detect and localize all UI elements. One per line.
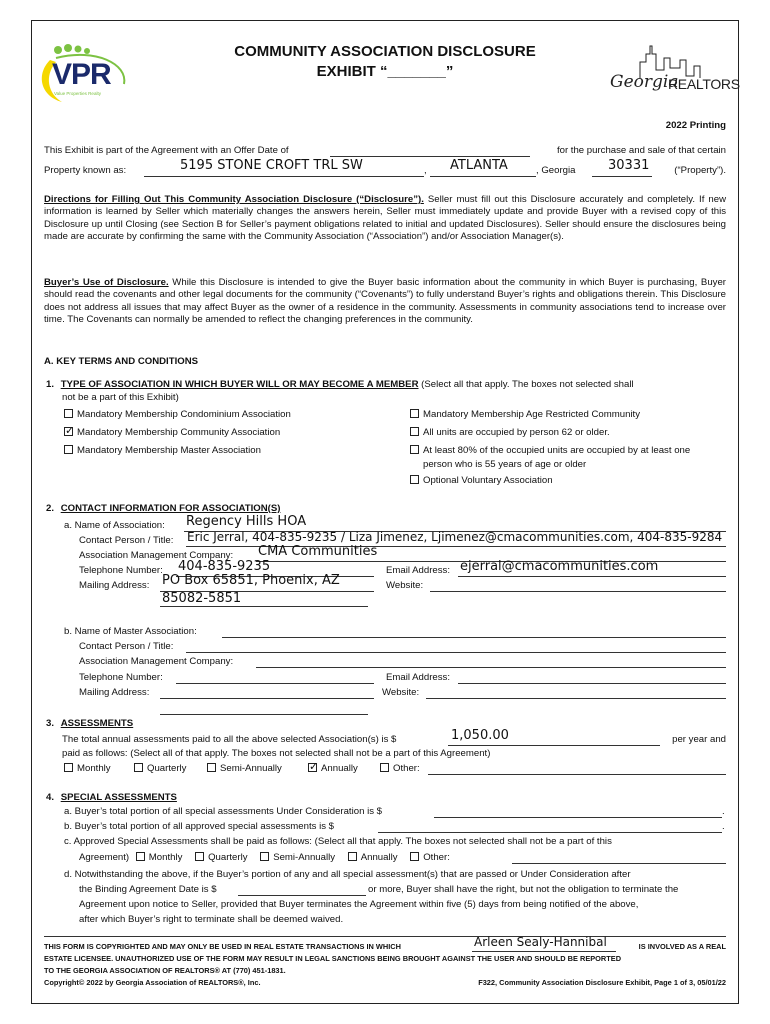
special-b-period: . bbox=[722, 821, 725, 832]
footer-form-id: F322, Community Association Disclosure Exhibit, Page 1 of 3, 05/01/22 bbox=[478, 978, 726, 987]
buyers-use-body: While this Disclosure is intended to give the Buyer basic information about the community in which Buyer is purchasing, Buyer should read the covenants and other legal documents for the community (“Covenants”) to fully understand Buyer’s rights and obligations therein. This Disclosure does not address all issues that may affect Buyer as the owner of a residence in the community. Assessments in community associations tend to increase over time. The Covenants can normally be amended to reflect the changing preferences in the community. bbox=[44, 277, 726, 326]
email-value: ejerral@cmacommunities.com bbox=[460, 559, 659, 574]
item1-heading: TYPE OF ASSOCIATION IN WHICH BUYER WILL OR MAY BECOME A MEMBER bbox=[60, 379, 419, 390]
checkbox[interactable] bbox=[64, 409, 73, 418]
master-phone-label: Telephone Number: bbox=[79, 672, 163, 683]
street-value: 5195 STONE CROFT TRL SW bbox=[180, 158, 363, 173]
master-assoc-label: b. Name of Master Association: bbox=[64, 626, 197, 637]
city-field[interactable] bbox=[430, 176, 536, 177]
assoc-option-voluntary[interactable]: Optional Voluntary Association bbox=[410, 475, 553, 486]
city-value: ATLANTA bbox=[450, 158, 508, 173]
assessment-amount: 1,050.00 bbox=[451, 728, 509, 743]
georgia-realtors-logo bbox=[610, 40, 740, 102]
special-a-period: . bbox=[722, 806, 725, 817]
assess-other-field[interactable] bbox=[428, 774, 726, 775]
checkbox[interactable] bbox=[260, 852, 269, 861]
master-contact-label: Contact Person / Title: bbox=[79, 641, 174, 652]
assoc-name-label: a. Name of Association: bbox=[64, 520, 165, 531]
master-contact-field[interactable] bbox=[186, 652, 726, 653]
mail-label: Mailing Address: bbox=[79, 580, 150, 591]
logo-realtors: REALTORS bbox=[668, 76, 740, 92]
item1-line bbox=[46, 379, 634, 390]
master-mgmt-label: Association Management Company: bbox=[79, 656, 234, 667]
directions-heading: Directions for Filling Out This Community Association Disclosure (“Disclosure”). bbox=[44, 194, 424, 205]
assoc-option-80pct[interactable]: At least 80% of the occupied units are occupied by at least one bbox=[410, 445, 690, 456]
checkbox-checked[interactable] bbox=[308, 763, 317, 772]
buyers-use-paragraph bbox=[44, 277, 726, 327]
mgmt-value: CMA Communities bbox=[258, 544, 378, 559]
master-mail-label: Mailing Address: bbox=[79, 687, 150, 698]
assess-option-semiannual[interactable]: Semi-Annually bbox=[207, 763, 282, 774]
assess-option-annually[interactable]: ✓ Annually bbox=[308, 763, 358, 774]
special-d2-a: the Binding Agreement Date is $ bbox=[79, 884, 217, 895]
checkbox[interactable] bbox=[348, 852, 357, 861]
checkbox[interactable] bbox=[195, 852, 204, 861]
assoc-name-value: Regency Hills HOA bbox=[186, 514, 307, 529]
master-website-field[interactable] bbox=[426, 698, 726, 699]
footer-line1-tail: IS INVOLVED AS A REAL bbox=[638, 942, 726, 951]
item4-num: 4. bbox=[46, 792, 55, 803]
assoc-option-master[interactable]: Mandatory Membership Master Association bbox=[64, 445, 261, 456]
footer-copyright: Copyright© 2022 by Georgia Association of REALTORS®, Inc. bbox=[44, 978, 261, 987]
assoc-option-age-restricted[interactable]: Mandatory Membership Age Restricted Community bbox=[410, 409, 640, 420]
mail-value-line2: 85082-5851 bbox=[162, 591, 242, 606]
checkbox[interactable] bbox=[207, 763, 216, 772]
master-mgmt-field[interactable] bbox=[256, 667, 726, 668]
item3-num: 3. bbox=[46, 718, 55, 729]
special-a: a. Buyer’s total portion of all special assessments Under Consideration is $ bbox=[64, 806, 382, 817]
phone-value: 404-835-9235 bbox=[178, 559, 271, 574]
item4-heading: SPECIAL ASSESSMENTS bbox=[60, 792, 177, 803]
special-d4: after which Buyer’s right to terminate shall be deemed waived. bbox=[79, 914, 344, 925]
email-field[interactable] bbox=[458, 576, 726, 577]
special-d3: Agreement upon notice to Seller, provided that Buyer terminates the Agreement within five (5) days from being notified of the above, bbox=[79, 899, 639, 910]
property-known-as-label: Property known as: bbox=[44, 165, 127, 176]
printing-year: 2022 Printing bbox=[665, 120, 726, 131]
master-website-label: Website: bbox=[382, 687, 420, 698]
special-d1: d. Notwithstanding the above, if the Buyer’s portion of any and all special assessment(s) that are passed or Under Consideration after bbox=[64, 869, 631, 880]
assoc-option-80pct-cont: person who is 55 years of age or older bbox=[423, 459, 587, 470]
zip-field[interactable] bbox=[592, 176, 652, 177]
checkbox[interactable] bbox=[410, 427, 419, 436]
checkbox[interactable] bbox=[410, 475, 419, 484]
checkbox[interactable] bbox=[410, 852, 419, 861]
assoc-option-62[interactable]: All units are occupied by person 62 or older. bbox=[410, 427, 610, 438]
mgmt-label: Association Management Company: bbox=[79, 550, 234, 561]
special-b-field[interactable] bbox=[378, 832, 722, 833]
licensee-value: Arleen Sealy-Hannibal bbox=[474, 935, 607, 949]
exhibit-title: EXHIBIT “_______” bbox=[316, 63, 454, 80]
assessment-line2: paid as follows: (Select all of that apply. The boxes not selected shall not be a part of this Agreement) bbox=[62, 748, 491, 759]
special-c: c. Approved Special Assessments shall be paid as follows: (Select all that apply. The boxes not selected shall not be a part of this bbox=[64, 836, 612, 847]
email-label: Email Address: bbox=[386, 565, 450, 576]
directions-paragraph bbox=[44, 194, 726, 244]
website-label: Website: bbox=[386, 580, 424, 591]
item1-num: 1. bbox=[46, 379, 55, 390]
intro-line1-label: This Exhibit is part of the Agreement with an Offer Date of bbox=[44, 145, 289, 156]
master-email-label: Email Address: bbox=[386, 672, 450, 683]
item2-heading: CONTACT INFORMATION FOR ASSOCIATION(S) bbox=[60, 503, 281, 514]
skyline-icon bbox=[610, 40, 736, 102]
footer-line2: ESTATE LICENSEE. UNAUTHORIZED USE OF THE FORM MAY RESULT IN LEGAL SANCTIONS BEING BROUGHT AGAINST THE USER AND SHOULD BE REPORTED bbox=[44, 954, 622, 963]
checkbox[interactable] bbox=[410, 445, 419, 454]
special-d2-b: or more, Buyer shall have the right, but not the obligation to terminate the bbox=[368, 884, 679, 895]
master-email-field[interactable] bbox=[458, 683, 726, 684]
checkbox[interactable] bbox=[410, 409, 419, 418]
street-field[interactable] bbox=[144, 176, 424, 177]
item2-num: 2. bbox=[46, 503, 55, 514]
property-label: (“Property”). bbox=[674, 165, 726, 176]
footer-line3: TO THE GEORGIA ASSOCIATION OF REALTORS® AT (770) 451-1831. bbox=[44, 966, 286, 975]
checkbox[interactable] bbox=[380, 763, 389, 772]
checkbox[interactable] bbox=[64, 445, 73, 454]
assessment-amount-field[interactable] bbox=[448, 745, 660, 746]
checkbox[interactable] bbox=[134, 763, 143, 772]
master-phone-field[interactable] bbox=[176, 683, 374, 684]
item1-note: (Select all that apply. The boxes not selected shall bbox=[418, 379, 634, 390]
checkbox-checked[interactable] bbox=[64, 427, 73, 436]
zip-value: 30331 bbox=[608, 158, 650, 173]
item4-line bbox=[46, 792, 177, 803]
contact-label: Contact Person / Title: bbox=[79, 535, 174, 546]
special-c-line2: Agreement) Monthly Quarterly Semi-Annually Annually Other: bbox=[79, 852, 450, 863]
directions-body: Seller must fill out this Disclosure accurately and completely. If new information is learned by Seller which materially changes the answers herein, Seller must immediately update and provide Buyer with a revised copy of this Disclosure up until Closing (see Section B for Seller’s payment obligations related to initial and updated Disclosures). Seller should ensure the disclosures being made are accurate by confirming the same with the Community Association (“Association”) and/or Association Manager(s). bbox=[44, 194, 726, 243]
vpr-logo-subtext: Value Properties Realty bbox=[54, 91, 101, 96]
master-mail-field[interactable] bbox=[160, 698, 374, 699]
form-title: COMMUNITY ASSOCIATION DISCLOSURE bbox=[234, 43, 536, 60]
assoc-option-condo[interactable]: Mandatory Membership Condominium Association bbox=[64, 409, 291, 420]
footer-line1: THIS FORM IS COPYRIGHTED AND MAY ONLY BE USED IN REAL ESTATE TRANSACTIONS IN WHICH bbox=[44, 942, 401, 951]
georgia-label: , Georgia bbox=[536, 165, 576, 176]
assess-option-monthly[interactable]: Monthly bbox=[64, 763, 111, 774]
website-field[interactable] bbox=[430, 591, 726, 592]
item3-heading: ASSESSMENTS bbox=[60, 718, 134, 729]
checkbox[interactable] bbox=[136, 852, 145, 861]
special-d-amount-field[interactable] bbox=[238, 895, 366, 896]
assess-option-quarterly[interactable]: Quarterly bbox=[134, 763, 186, 774]
footer-divider bbox=[44, 936, 726, 937]
mail-value-line1: PO Box 65851, Phoenix, AZ bbox=[162, 573, 340, 588]
intro-line1-tail: for the purchase and sale of that certain bbox=[556, 145, 726, 156]
special-c-other-field[interactable] bbox=[512, 863, 726, 864]
buyers-use-heading: Buyer’s Use of Disclosure. bbox=[44, 277, 169, 288]
offer-date-field[interactable] bbox=[330, 156, 530, 157]
item2-line bbox=[46, 503, 280, 514]
item3-line bbox=[46, 718, 133, 729]
master-mail-field-line2[interactable] bbox=[160, 714, 368, 715]
special-a-field[interactable] bbox=[434, 817, 722, 818]
phone-label: Telephone Number: bbox=[79, 565, 163, 576]
assessment-line1: The total annual assessments paid to all the above selected Association(s) is $ bbox=[62, 734, 397, 745]
assessment-line1-tail: per year and bbox=[672, 734, 726, 745]
logo-script: Georgia bbox=[610, 72, 679, 92]
vpr-logo-text: VPR bbox=[52, 58, 111, 91]
section-a-heading: A. KEY TERMS AND CONDITIONS bbox=[44, 356, 199, 367]
comma: , bbox=[424, 165, 427, 176]
mail-field-line2[interactable] bbox=[160, 606, 368, 607]
contact-value: Eric Jerral, 404-835-9235 / Liza Jimenez, Ljimenez@cmacommunities.com, 404-835-9284 bbox=[187, 530, 723, 544]
assoc-option-community[interactable]: ✓Mandatory Membership Community Association bbox=[64, 427, 280, 438]
assess-option-other[interactable]: Other: bbox=[380, 763, 420, 774]
checkbox[interactable] bbox=[64, 763, 73, 772]
master-assoc-field[interactable] bbox=[222, 637, 726, 638]
item1-note2: not be a part of this Exhibit) bbox=[62, 392, 179, 403]
licensee-field[interactable] bbox=[472, 951, 616, 952]
special-b: b. Buyer’s total portion of all approved special assessments is $ bbox=[64, 821, 335, 832]
